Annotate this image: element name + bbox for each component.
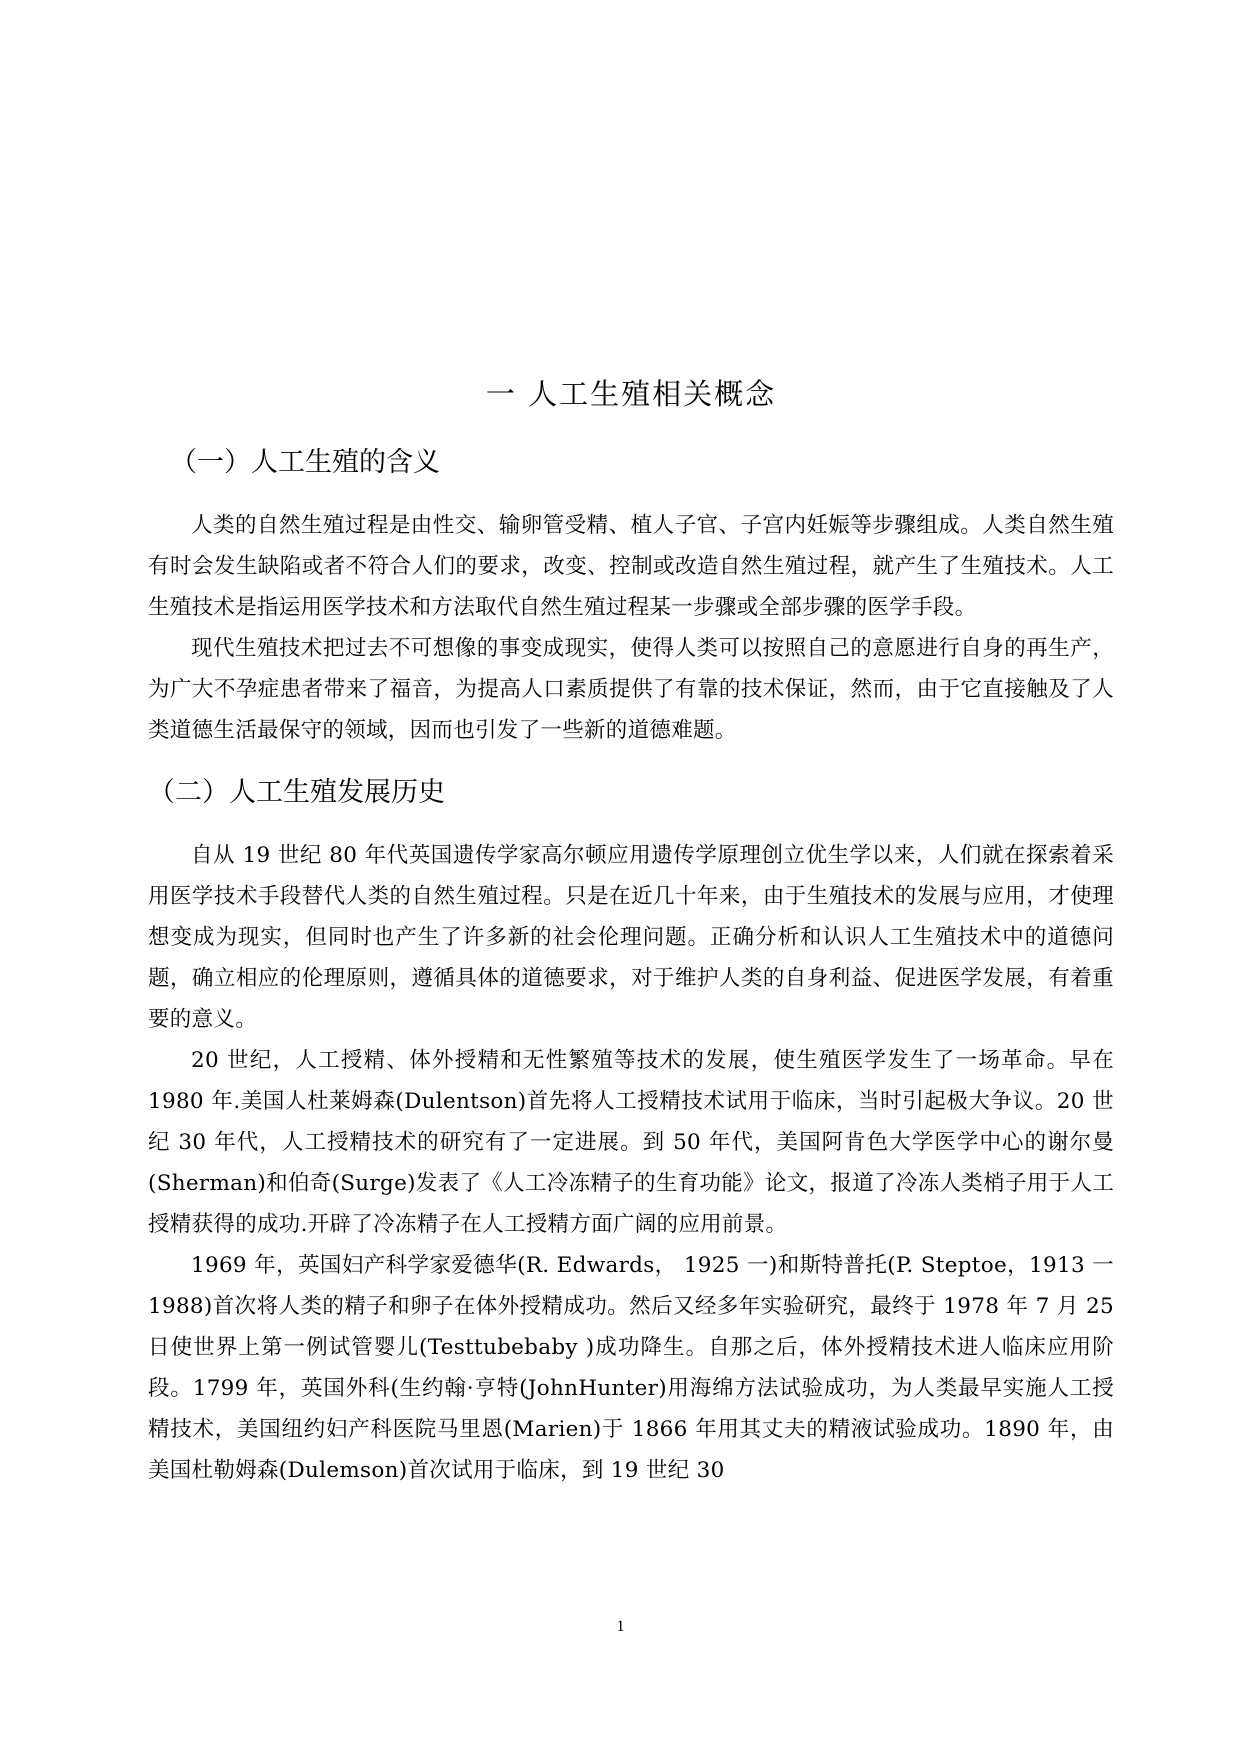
chapter-title: 一 人工生殖相关概念 — [485, 377, 777, 411]
page-content — [148, 372, 1114, 1491]
page-number: 1 — [616, 1618, 625, 1635]
section-title: （一）人工生殖的含义 — [170, 447, 440, 478]
paragraph: 20 世纪，人工授精、体外授精和无性繁殖等技术的发展，使生殖医学发生了一场革命。早在 1980 年.美国人杜莱姆森(Dulentson)首先将人工授精技术试用于临床，当时引起极大争议。20 世纪 30 年代，人工授精技术的研究有了一定进展。到 50 年代，美国阿肯色大学医学中心的谢尔曼(Sherman)和伯奇(Surge)发表了《人工冷冻精子的生育功能》论文，报道了冷冻人类梢子用于人工授精获得的成功.开辟了冷冻精子在人工授精方面广阔的应用前景。 — [148, 1048, 1114, 1237]
paragraph: 现代生殖技术把过去不可想像的事变成现实，使得人类可以按照自己的意愿进行自身的再生产，为广大不孕症患者带来了福音，为提高人口素质提供了有靠的技术保证，然而，由于它直接触及了人类道德生活最保守的领域，因而也引发了一些新的道德难题。 — [148, 636, 1114, 743]
section-title: （二）人工生殖发展历史 — [148, 777, 445, 808]
paragraph: 自从 19 世纪 80 年代英国遗传学家高尔顿应用遗传学原理创立优生学以来，人们就在探索着采用医学技术手段替代人类的自然生殖过程。只是在近几十年来，由于生殖技术的发展与应用，才使理想变成为现实，但同时也产生了许多新的社会伦理问题。正确分析和认识人工生殖技术中的道德问题，确立相应的伦理原则，遵循具体的道德要求，对于维护人类的自身利益、促进医学发展，有着重要的意义。 — [148, 843, 1114, 1032]
paragraph: 1969 年，英国妇产科学家爱德华(R. Edwards， 1925 一)和斯特普托(P. Steptoe，1913 一 1988)首次将人类的精子和卵子在体外授精成功。然后又经多年实验研究，最终于 1978 年 7 月 25 日使世界上第一例试管婴儿(Testtubebaby )成功降生。自那之后，体外授精技术进人临床应用阶段。1799 年，英国外科(生约翰·亨特(JohnHunter)用海绵方法试验成功，为人类最早实施人工授精技术，美国纽约妇产科医院马里恩(Marien)于 1866 年用其丈夫的精液试验成功。1890 年，由美国杜勒姆森(Dulemson)首次试用于临床，到 19 世纪 30 — [148, 1253, 1114, 1483]
paragraph: 人类的自然生殖过程是由性交、输卵管受精、植人子官、子宫内妊娠等步骤组成。人类自然生殖有时会发生缺陷或者不符合人们的要求，改变、控制或改造自然生殖过程，就产生了生殖技术。人工生殖技术是指运用医学技术和方法取代自然生殖过程某一步骤或全部步骤的医学手段。 — [148, 513, 1114, 620]
